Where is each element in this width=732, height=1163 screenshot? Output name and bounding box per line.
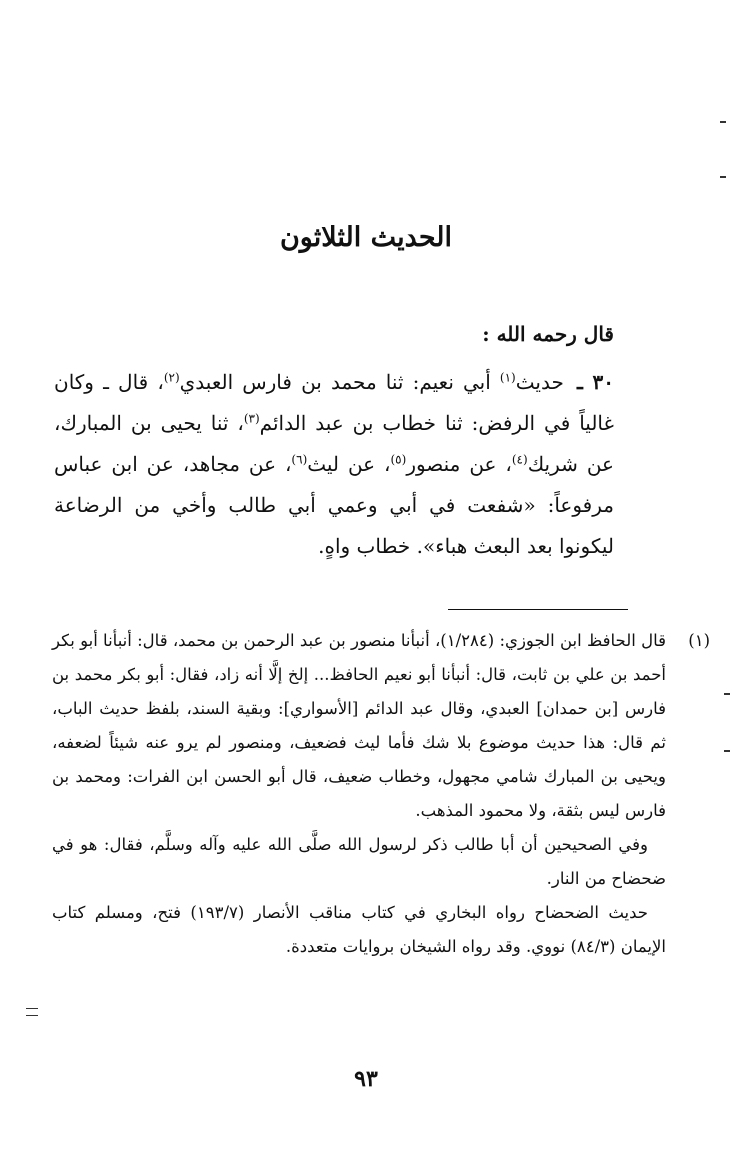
footnote-marker: (١) (688, 631, 710, 650)
margin-mark (724, 750, 730, 752)
footnote-paragraph: حديث الضحضاح رواه البخاري في كتاب مناقب الأنصار (١٩٣/٧) فتح، ومسلم كتاب الإيمان (٨٤/٣) نووي. وقد رواه الشيخان بروايات متعددة. (52, 903, 666, 956)
footnote-1 (52, 624, 710, 964)
hadith-segment: حديث (515, 370, 564, 394)
footnote-ref: (٤) (511, 452, 528, 467)
footnote-ref: (٢) (163, 370, 180, 385)
footnote-separator (448, 609, 628, 610)
footnote-ref: (٥) (390, 452, 407, 467)
footnote-ref: (٦) (291, 452, 308, 467)
hadith-segment: ، عن مجاهد، عن ابن عباس مرفوعاً: «شفعت في أبي وعمي أبي طالب وأخي من الرضاعة ليكونوا بعد البعث هباء». خطاب واهٍ. (54, 452, 614, 558)
margin-mark (720, 176, 726, 178)
hadith-segment: ، ثنا يحيى بن المبارك، عن شريك (54, 411, 614, 476)
footnote-paragraph: قال الحافظ ابن الجوزي: (١/٢٨٤)، أنبأنا منصور بن عبد الرحمن بن محمد، قال: أنبأنا أبو بكر أحمد بن علي بن ثابت، قال: أنبأنا أبو نعيم الحافظ... إلخ إلَّا أنه زاد، فقال: أبو بكر محمد بن فارس [بن حمدان] العبدي، وقال عبد الدائم [الأسواري]: وبقية السند، بلفظ حديث الباب، ثم قال: هذا حديث موضوع بلا شك فأما ليث فضعيف، ومنصور لم يرو عنه شيئاً لضعفه، ويحيى بن المبارك شامي مجهول، وخطاب ضعيف، قال أبو الحسن ابن الفرات: ومحمد بن فارس ليس بثقة، ولا محمود المذهب. (52, 631, 666, 820)
page-number: ٩٣ (354, 1066, 378, 1092)
hadith-text (54, 362, 614, 567)
hadith-segment: ، عن ليث (307, 452, 391, 476)
hadith-number: ٣٠ ـ (576, 370, 614, 394)
hadith-segment: أبي نعيم: ثنا محمد بن فارس العبدي (179, 370, 500, 394)
margin-mark (720, 121, 726, 123)
hadith-segment: ، قال ـ وكان غالياً في الرفض: ثنا خطاب بن عبد الدائم (54, 370, 614, 435)
footnote-ref: (١) (499, 370, 516, 385)
footnotes-section (52, 624, 710, 964)
footnote-paragraph: وفي الصحيحين أن أبا طالب ذكر لرسول الله صلَّى الله عليه وآله وسلَّم، فقال: هو في ضحضاح من النار. (52, 835, 666, 888)
intro-line: قال رحمه الله : (482, 322, 614, 346)
margin-equals-mark (26, 1008, 38, 1016)
footnote-ref: (٣) (243, 411, 260, 426)
margin-mark (724, 693, 730, 695)
hadith-segment: ، عن منصور (406, 452, 512, 476)
chapter-title: الحديث الثلاثون (279, 222, 453, 253)
